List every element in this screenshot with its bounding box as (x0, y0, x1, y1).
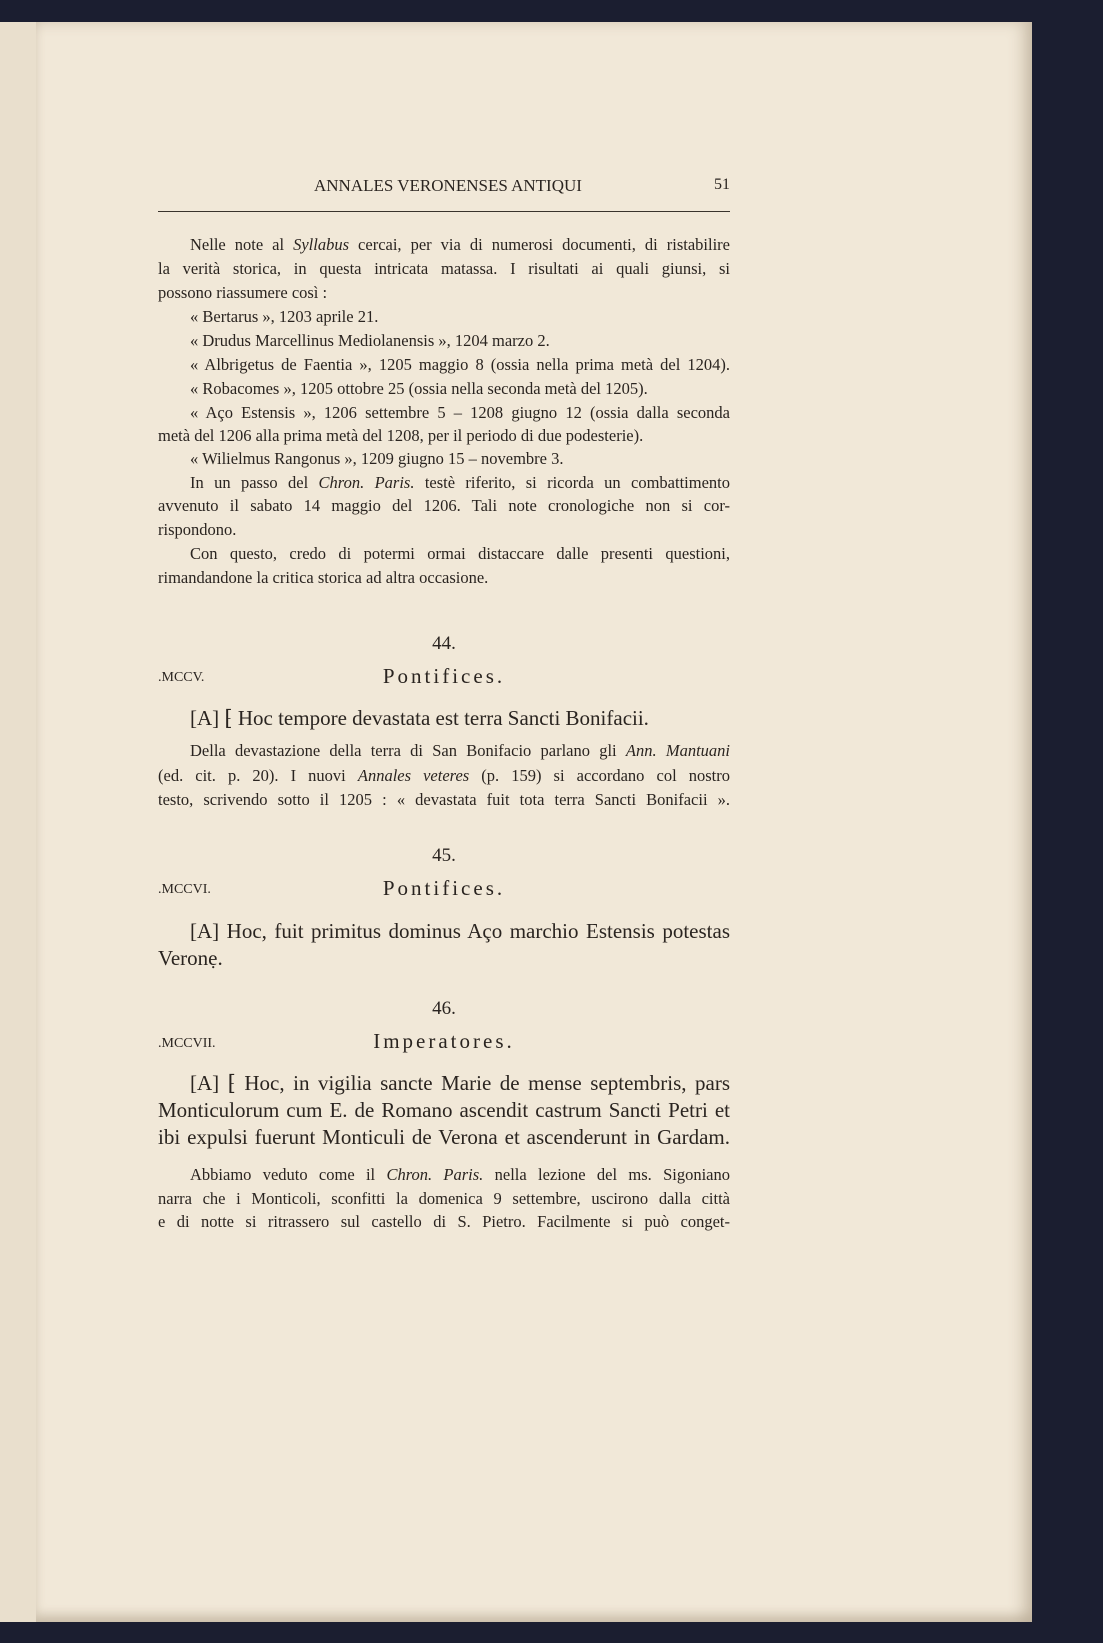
entry-note: Abbiamo veduto come il Chron. Paris. nella lezione del ms. Sigoniano (190, 1165, 730, 1184)
entry-number: 44. (432, 633, 456, 654)
entry-number: 46. (432, 998, 456, 1019)
intro-line: avvenuto il sabato 14 maggio del 1206. Tali note cronologiche non si cor- (158, 496, 730, 515)
entry-heading: Pontifices. (382, 664, 506, 688)
header-rule (158, 211, 730, 212)
intro-line: In un passo del Chron. Paris. testè riferito, si ricorda un combattimento (190, 473, 730, 492)
entry-text: [A] ⁅ Hoc, in vigilia sancte Marie de mense septembris, pars (190, 1071, 730, 1095)
intro-line: Con questo, credo di potermi ormai distaccare dalle presenti questioni, (190, 544, 730, 563)
book-page (36, 22, 1032, 1622)
intro-line: « Aço Estensis », 1206 settembre 5 – 1208 giugno 12 (ossia dalla seconda (190, 403, 730, 422)
intro-line: la verità storica, in questa intricata matassa. I risultati ai quali giunsi, si (158, 259, 730, 278)
intro-line: metà del 1206 alla prima metà del 1208, per il periodo di due podesterie). (158, 426, 644, 445)
entry-text: ibi expulsi fuerunt Monticuli de Verona et ascenderunt in Gardam. (158, 1125, 730, 1149)
intro-line: rispondono. (158, 520, 237, 539)
entry-text: Monticulorum cum E. de Romano ascendit castrum Sancti Petri et (158, 1098, 730, 1122)
entry-heading: Pontifices. (382, 876, 506, 900)
entry-note: Della devastazione della terra di San Bonifacio parlano gli Ann. Mantuani (190, 741, 730, 760)
intro-line: possono riassumere così : (158, 283, 328, 302)
entry-number: 45. (432, 845, 456, 866)
entry-note: e di notte si ritrassero sul castello di S. Pietro. Facilmente si può conget- (158, 1212, 730, 1231)
intro-line: « Wilielmus Rangonus », 1209 giugno 15 – novembre 3. (190, 449, 564, 468)
entry-note: testo, scrivendo sotto il 1205 : « devastata fuit tota terra Sancti Bonifacii ». (158, 790, 730, 809)
intro-line: Nelle note al Syllabus cercai, per via di numerosi documenti, di ristabilire (190, 235, 730, 254)
entry-text: [A] ⁅ Hoc tempore devastata est terra Sancti Bonifacii. (190, 706, 649, 730)
entry-heading: Imperatores. (373, 1029, 515, 1053)
running-head: ANNALES VERONENSES ANTIQUI (314, 176, 582, 195)
intro-line: rimandandone la critica storica ad altra occasione. (158, 568, 489, 587)
entry-text: [A] Hoc, fuit primitus dominus Aço marchio Estensis potestas (190, 919, 730, 943)
entry-note: narra che i Monticoli, sconfitti la domenica 9 settembre, uscirono dalla città (158, 1189, 730, 1208)
intro-line: « Robacomes », 1205 ottobre 25 (ossia nella seconda metà del 1205). (190, 379, 648, 398)
entry-year: .MCCVII. (158, 1036, 216, 1051)
intro-line: « Albrigetus de Faentia », 1205 maggio 8 (ossia nella prima metà del 1204). (190, 355, 730, 374)
entry-year: .MCCV. (158, 670, 205, 685)
intro-line: « Bertarus », 1203 aprile 21. (190, 307, 379, 326)
page-number: 51 (714, 176, 730, 193)
entry-year: .MCCVI. (158, 882, 211, 897)
entry-text: Veronẹ. (158, 946, 223, 970)
intro-line: « Drudus Marcellinus Mediolanensis », 1204 marzo 2. (190, 331, 550, 350)
entry-note: (ed. cit. p. 20). I nuovi Annales veteres (p. 159) si accordano col nostro (158, 766, 730, 785)
